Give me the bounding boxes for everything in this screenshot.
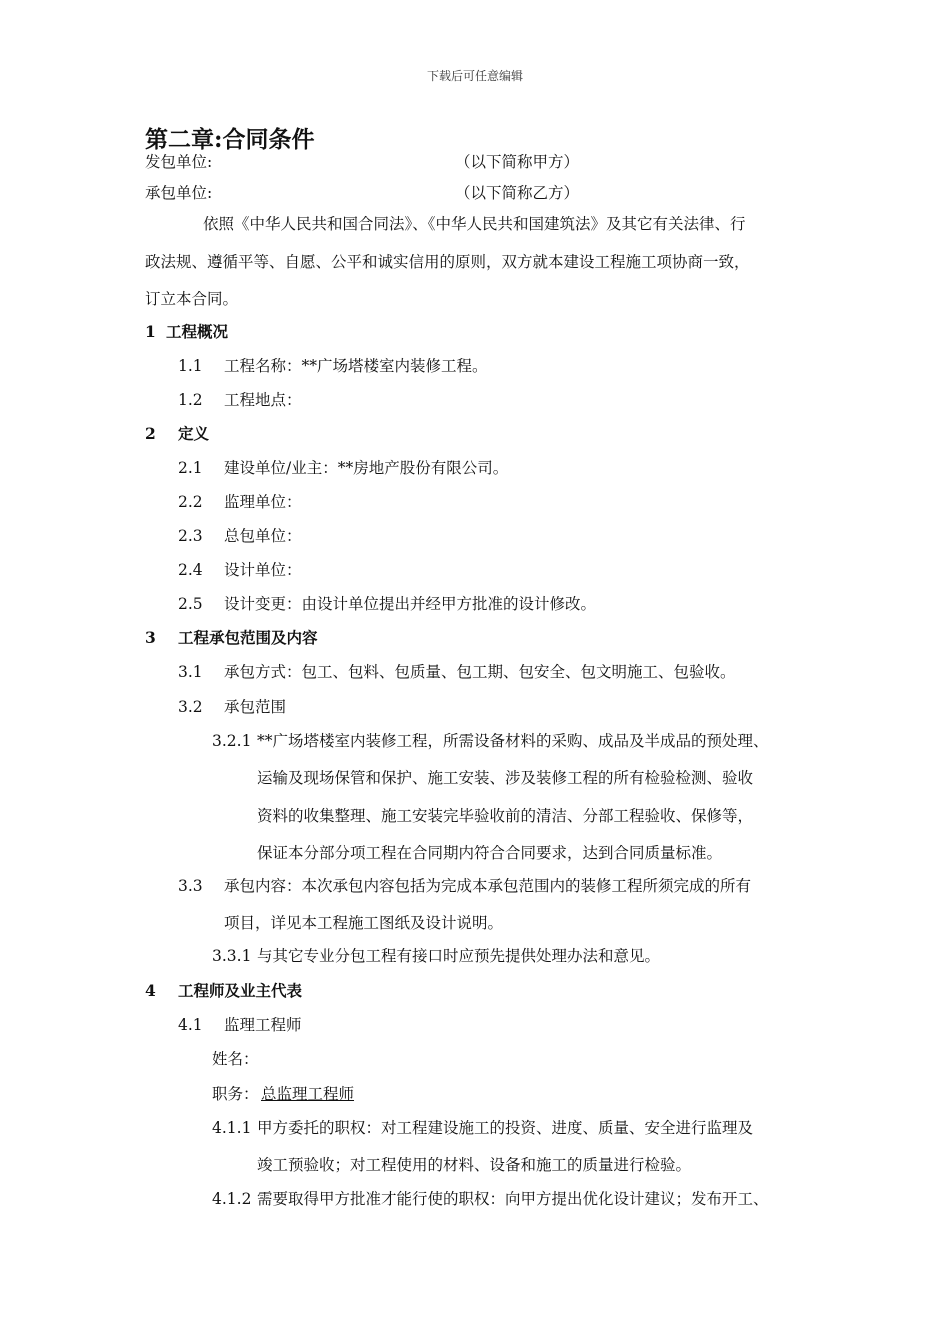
subitem-line: 运输及现场保管和保护、施工安装、涉及装修工程的所有检验检测、验收 [257, 769, 754, 787]
item-text: 建设单位/业主：**房地产股份有限公司。 [224, 459, 509, 477]
position-value: 总监理工程师 [261, 1085, 355, 1103]
section-number: 2 [145, 424, 156, 443]
subitem-text: 与其它专业分包工程有接口时应预先提供处理办法和意见。 [257, 947, 661, 965]
item-number: 2.4 [178, 561, 203, 579]
item-number: 2.3 [178, 527, 203, 545]
item-number: 3.2 [178, 698, 203, 716]
subitem-line: 保证本分部分项工程在合同期内符合合同要求，达到合同质量标准。 [257, 844, 723, 862]
section-number: 4 [145, 981, 156, 1000]
subitem-number: 4.1.2 [212, 1190, 252, 1208]
item-text: 监理单位： [224, 493, 302, 511]
item-text: 工程地点： [224, 391, 302, 409]
item-text: 承包方式：包工、包料、包质量、包工期、包安全、包文明施工、包验收。 [224, 663, 736, 681]
section-number: 3 [145, 628, 156, 647]
page-header: 下载后可任意编辑 [426, 69, 523, 83]
position-label: 职务： [212, 1085, 259, 1103]
name-label: 姓名： [212, 1050, 259, 1068]
subitem-line: 竣工预验收；对工程使用的材料、设备和施工的质量进行检验。 [257, 1156, 692, 1174]
section-title: 定义 [178, 424, 210, 443]
subitem-number: 4.1.1 [212, 1119, 252, 1137]
item-number: 2.1 [178, 459, 203, 477]
item-text: 设计单位： [224, 561, 302, 579]
item-text: 监理工程师 [224, 1016, 302, 1034]
section-title: 工程概况 [166, 322, 229, 341]
party-a-note: （以下简称甲方） [455, 153, 580, 171]
item-number: 3.3 [178, 877, 203, 895]
section-title: 工程师及业主代表 [178, 981, 303, 1000]
section-number: 1 [145, 322, 156, 341]
item-line: 项目，详见本工程施工图纸及设计说明。 [224, 914, 504, 932]
subitem-line: 资料的收集整理、施工安装完毕验收前的清洁、分部工程验收、保修等， [257, 807, 754, 825]
section-title: 工程承包范围及内容 [178, 628, 318, 647]
intro-line: 订立本合同。 [145, 290, 239, 308]
subitem-number: 3.2.1 [212, 732, 252, 750]
party-b-label: 承包单位: [145, 184, 213, 202]
item-text: 工程名称：**广场塔楼室内装修工程。 [224, 357, 488, 375]
intro-line: 政法规、遵循平等、自愿、公平和诚实信用的原则，双方就本建设工程施工项协商一致， [145, 253, 750, 271]
item-number: 4.1 [178, 1016, 203, 1034]
intro-line: 依照《中华人民共和国合同法》、《中华人民共和国建筑法》及其它有关法律、行 [203, 215, 746, 233]
item-number: 1.2 [178, 391, 203, 409]
subitem-line: **广场塔楼室内装修工程，所需设备材料的采购、成品及半成品的预处理、 [257, 732, 769, 750]
party-b-note: （以下简称乙方） [455, 184, 580, 202]
item-text: 设计变更：由设计单位提出并经甲方批准的设计修改。 [224, 595, 597, 613]
subitem-line: 甲方委托的职权：对工程建设施工的投资、进度、质量、安全进行监理及 [257, 1119, 754, 1137]
chapter-title: 第二章:合同条件 [145, 126, 315, 153]
item-number: 1.1 [178, 357, 203, 375]
item-number: 2.2 [178, 493, 203, 511]
item-line: 承包内容：本次承包内容包括为完成本承包范围内的装修工程所须完成的所有 [224, 877, 752, 895]
item-number: 2.5 [178, 595, 203, 613]
item-text: 承包范围 [224, 698, 287, 716]
party-a-label: 发包单位: [145, 153, 213, 171]
subitem-number: 3.3.1 [212, 947, 252, 965]
item-text: 总包单位： [224, 527, 302, 545]
item-number: 3.1 [178, 663, 203, 681]
subitem-text: 需要取得甲方批准才能行使的职权：向甲方提出优化设计建议；发布开工、 [257, 1190, 769, 1208]
